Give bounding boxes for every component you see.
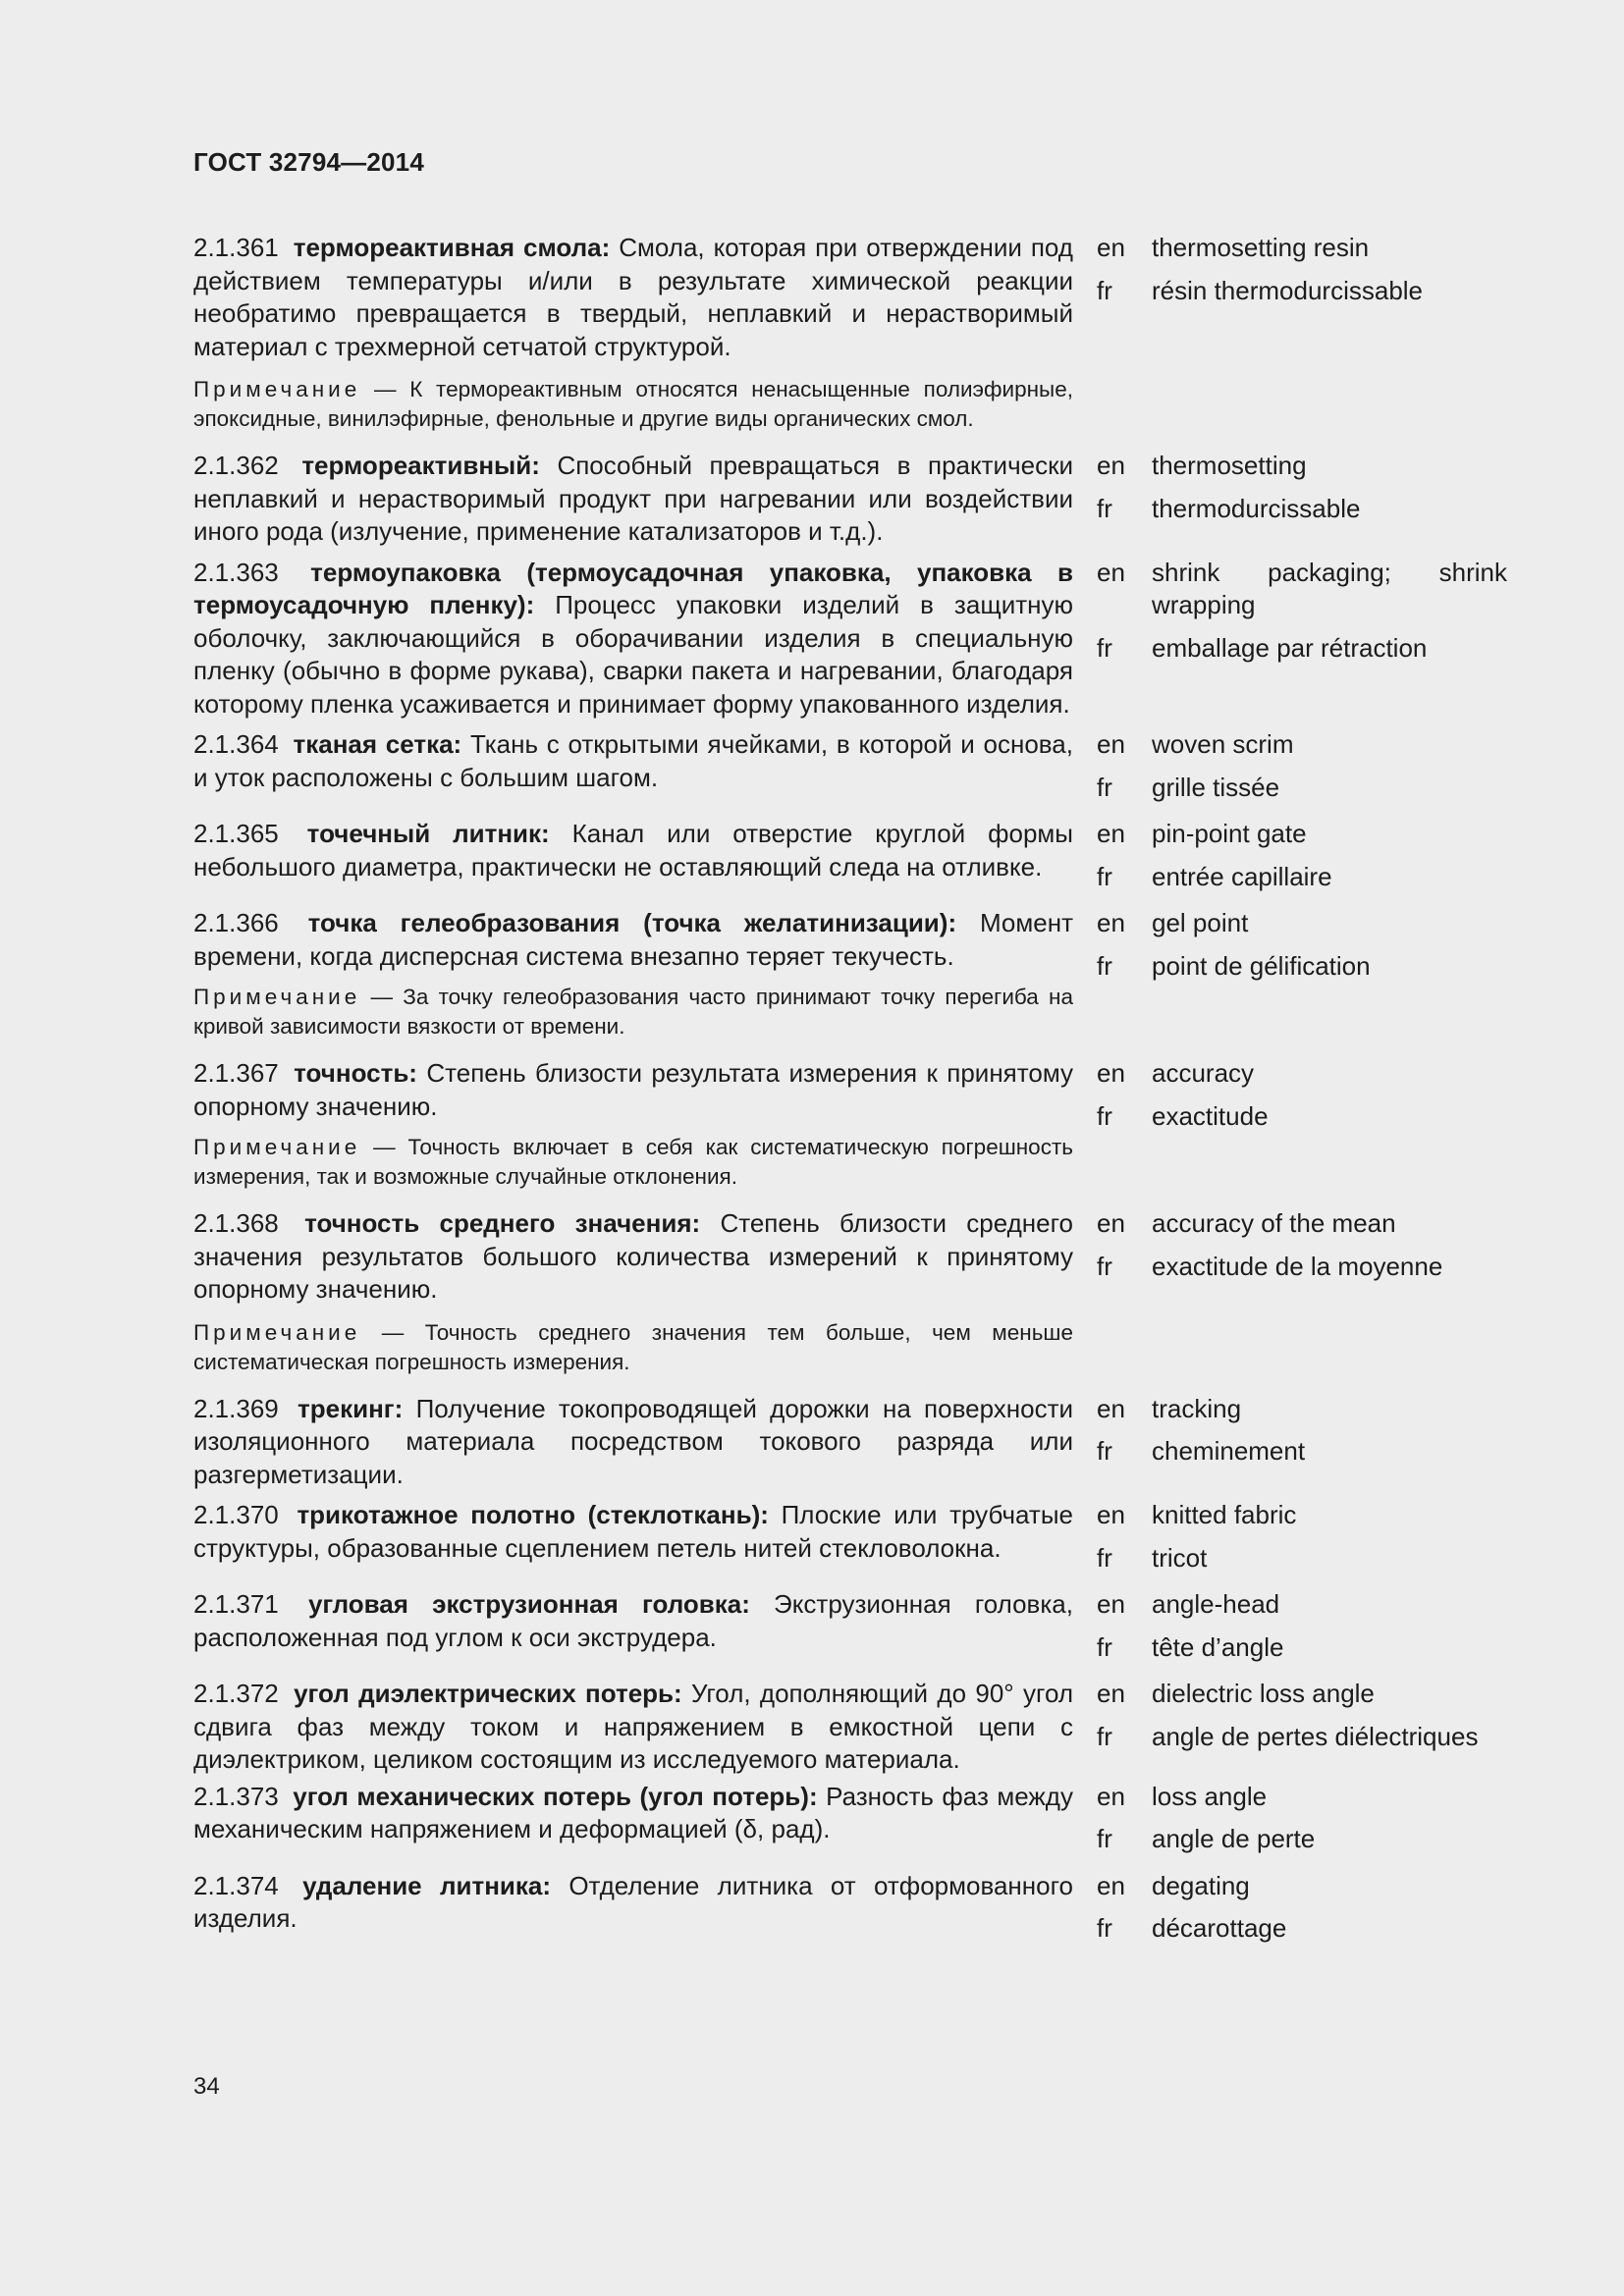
- entry-term: тканая сетка:: [293, 729, 462, 759]
- entry-term: угловая экструзионная головка:: [307, 1589, 750, 1619]
- glossary-entry: [193, 1393, 1507, 1492]
- lang-code: fr: [1097, 493, 1112, 523]
- entry-equivalents: [1097, 557, 1507, 721]
- glossary-entry: [193, 450, 1507, 549]
- equivalent-en: [1097, 1499, 1507, 1532]
- equivalent-fr: [1097, 1251, 1507, 1284]
- entry-equivalents: [1097, 1588, 1507, 1674]
- entry-text: Экструзионная головка, расположенная под углом к оси экструдера.: [193, 1589, 1073, 1652]
- lang-code: en: [1097, 908, 1125, 937]
- glossary-entry: [193, 1057, 1507, 1192]
- entry-definition: [193, 450, 1073, 549]
- document-header: ГОСТ 32794—2014: [193, 147, 424, 177]
- glossary-entry: [193, 818, 1507, 903]
- entry-definition: [193, 1499, 1073, 1584]
- entry-definition: [193, 1393, 1073, 1492]
- note-text: За точку гелеобразования часто принимают точку перегиба на кривой зависимости вязкости от времени.: [193, 985, 1073, 1039]
- entry-term: термореактивная смола:: [293, 233, 611, 262]
- entry-equivalents: [1097, 1781, 1507, 1866]
- entry-number: 2.1.373: [193, 1781, 279, 1811]
- entry-term: точка гелеобразования (точка желатинизации):: [307, 908, 957, 937]
- equivalent-en: [1097, 1781, 1507, 1814]
- entry-equivalents: [1097, 1057, 1507, 1192]
- equivalent-term: tracking: [1152, 1393, 1242, 1423]
- equivalent-en: [1097, 907, 1507, 940]
- equivalent-term: thermodurcissable: [1152, 493, 1361, 523]
- entry-text: Плоские или трубчатые структуры, образованные сцеплением петель нитей стекловолокна.: [193, 1500, 1073, 1563]
- equivalent-en: [1097, 1588, 1507, 1622]
- entry-text: Получение токопроводящей дорожки на поверхности изоляционного материала посредством токового разряда или разгерметизации.: [193, 1393, 1073, 1489]
- equivalent-term: emballage par rétraction: [1152, 632, 1428, 663]
- equivalent-term: exactitude de la moyenne: [1152, 1251, 1443, 1281]
- note-dash: —: [360, 985, 404, 1009]
- equivalent-term: accuracy of the mean: [1152, 1208, 1396, 1238]
- glossary-entry: [193, 907, 1507, 1041]
- lang-code: en: [1097, 1058, 1125, 1088]
- entry-equivalents: [1097, 1393, 1507, 1492]
- equivalent-term: grille tissée: [1152, 772, 1280, 802]
- entry-number: 2.1.364: [193, 729, 279, 759]
- lang-code: fr: [1097, 1251, 1112, 1281]
- entry-number: 2.1.363: [193, 557, 279, 587]
- entry-number: 2.1.361: [193, 233, 279, 262]
- entry-definition: [193, 1207, 1073, 1377]
- entry-equivalents: [1097, 1499, 1507, 1584]
- equivalent-term: gel point: [1152, 908, 1249, 937]
- lang-code: fr: [1097, 861, 1112, 891]
- equivalent-en: [1097, 557, 1507, 622]
- lang-code: en: [1097, 1679, 1125, 1708]
- entry-definition: [193, 728, 1073, 814]
- entry-text: Способный превращаться в практически неплавкий и нерастворимый продукт при нагревании или воздействии иного рода (излучение, применение катализаторов и т.д.).: [193, 451, 1073, 546]
- lang-code: en: [1097, 557, 1125, 587]
- equivalent-term: knitted fabric: [1152, 1500, 1297, 1529]
- entry-text: Ткань с открытыми ячейками, в которой и основа, и уток расположены с большим шагом.: [193, 729, 1073, 792]
- glossary-entry: [193, 1588, 1507, 1674]
- entry-term: трекинг:: [298, 1393, 404, 1423]
- lang-code: fr: [1097, 275, 1112, 305]
- note-dash: —: [360, 1319, 425, 1345]
- lang-code: en: [1097, 451, 1125, 480]
- note-label: Примечание: [193, 1135, 361, 1159]
- equivalent-term: point de gélification: [1152, 950, 1371, 981]
- entry-equivalents: [1097, 232, 1507, 434]
- entry-text: Процесс упаковки изделий в защитную оболочку, заключающийся в оборачивании изделия в специальную пленку (обычно в форме рукава), сварки пакета и нагревании, благодаря которому пленка усаживается и принимает форму упакованного изделия.: [193, 590, 1073, 719]
- note-label: Примечание: [193, 377, 361, 401]
- equivalent-term: angle de perte: [1152, 1824, 1316, 1853]
- equivalent-term: shrink packaging; shrink wrapping: [1152, 557, 1507, 619]
- lang-code: fr: [1097, 632, 1112, 663]
- equivalent-fr: [1097, 1823, 1507, 1856]
- equivalent-en: [1097, 1870, 1507, 1903]
- equivalent-en: [1097, 1393, 1507, 1426]
- page-number: 34: [193, 2073, 220, 2100]
- entry-text: Смола, которая при отверждении под действием температуры и/или в результате химической реакции необратимо превращается в твердый, неплавкий и нерастворимый материал с трехмерной сетчатой структурой.: [193, 233, 1073, 361]
- entry-term: термоупаковка (термоусадочная упаковка, упаковка в термоусадочную пленку):: [193, 557, 1073, 619]
- lang-code: en: [1097, 233, 1125, 262]
- note-text: Точность включает в себя как систематическую погрешность измерения, так и возможные случайные отклонения.: [193, 1135, 1073, 1189]
- glossary-entry: [193, 557, 1507, 721]
- glossary-entry: [193, 1499, 1507, 1584]
- entry-number: 2.1.366: [193, 908, 279, 937]
- entry-term: точность среднего значения:: [304, 1208, 701, 1238]
- entry-equivalents: [1097, 1870, 1507, 1955]
- entry-number: 2.1.372: [193, 1679, 279, 1708]
- equivalent-fr: [1097, 1721, 1507, 1754]
- equivalent-en: [1097, 450, 1507, 483]
- entry-equivalents: [1097, 907, 1507, 1041]
- entry-equivalents: [1097, 728, 1507, 814]
- equivalent-term: tricot: [1152, 1542, 1208, 1573]
- entry-text: Разность фаз между механическим напряжением и деформацией (δ, рад).: [193, 1781, 1073, 1843]
- entry-definition: [193, 557, 1073, 721]
- entry-term: термореактивный:: [301, 451, 540, 480]
- lang-code: en: [1097, 1208, 1125, 1238]
- equivalent-en: [1097, 1057, 1507, 1091]
- entry-text: Степень близости результата измерения к принятому опорному значению.: [193, 1058, 1074, 1121]
- equivalent-fr: [1097, 1100, 1507, 1134]
- entry-number: 2.1.369: [193, 1393, 279, 1423]
- equivalent-term: exactitude: [1152, 1100, 1269, 1131]
- equivalent-term: résin thermodurcissable: [1152, 275, 1424, 305]
- equivalent-fr: [1097, 1912, 1507, 1946]
- lang-code: fr: [1097, 1721, 1112, 1751]
- lang-code: fr: [1097, 1631, 1112, 1662]
- equivalent-en: [1097, 1678, 1507, 1711]
- entry-number: 2.1.374: [193, 1870, 279, 1900]
- lang-code: fr: [1097, 950, 1112, 981]
- equivalent-fr: [1097, 493, 1507, 526]
- equivalent-fr: [1097, 1542, 1507, 1575]
- entry-equivalents: [1097, 450, 1507, 549]
- entry-text: Момент времени, когда дисперсная система внезапно теряет текучесть.: [193, 908, 1073, 971]
- glossary-entry: [193, 1207, 1507, 1377]
- lang-code: fr: [1097, 1824, 1112, 1853]
- glossary-entry: [193, 1678, 1507, 1777]
- entry-note: [193, 1133, 1073, 1192]
- equivalent-fr: [1097, 1631, 1507, 1665]
- lang-code: fr: [1097, 1436, 1112, 1466]
- note-label: Примечание: [193, 985, 361, 1009]
- equivalent-en: [1097, 728, 1507, 762]
- equivalent-en: [1097, 1207, 1507, 1241]
- entry-term: угол диэлектрических потерь:: [294, 1679, 682, 1708]
- note-dash: —: [360, 1135, 408, 1159]
- lang-code: fr: [1097, 1100, 1112, 1131]
- note-text: Точность среднего значения тем больше, чем меньше систематическая погрешность измерения.: [193, 1319, 1073, 1374]
- lang-code: fr: [1097, 1913, 1112, 1943]
- equivalent-term: cheminement: [1152, 1436, 1306, 1466]
- entry-term: точность:: [294, 1058, 417, 1088]
- entry-number: 2.1.370: [193, 1500, 279, 1529]
- note-label: Примечание: [193, 1319, 361, 1345]
- equivalent-fr: [1097, 772, 1507, 805]
- equivalent-fr: [1097, 632, 1507, 666]
- entry-equivalents: [1097, 818, 1507, 903]
- equivalent-fr: [1097, 950, 1507, 984]
- equivalent-en: [1097, 818, 1507, 851]
- equivalent-fr: [1097, 1435, 1507, 1468]
- lang-code: fr: [1097, 1542, 1112, 1573]
- equivalent-term: dielectric loss angle: [1152, 1679, 1375, 1708]
- lang-code: en: [1097, 1500, 1125, 1529]
- equivalent-term: accuracy: [1152, 1058, 1255, 1088]
- entry-number: 2.1.368: [193, 1208, 279, 1238]
- glossary-entry: [193, 232, 1507, 434]
- entry-definition: [193, 1057, 1073, 1192]
- equivalent-term: degating: [1152, 1870, 1250, 1900]
- lang-code: en: [1097, 819, 1125, 848]
- entry-number: 2.1.371: [193, 1589, 279, 1619]
- lang-code: fr: [1097, 772, 1112, 802]
- entry-number: 2.1.367: [193, 1058, 279, 1088]
- entry-text: Отделение литника от отформованного изделия.: [193, 1870, 1073, 1933]
- note-text: К термореактивным относятся ненасыщенные полиэфирные, эпоксидные, винилэфирные, фенольные и другие виды органических смол.: [193, 377, 1073, 431]
- entry-term: угол механических потерь (угол потерь):: [293, 1781, 818, 1811]
- glossary: [193, 232, 1507, 1955]
- entry-definition: [193, 818, 1073, 903]
- lang-code: en: [1097, 1393, 1125, 1423]
- lang-code: en: [1097, 1870, 1125, 1900]
- entry-text: Канал или отверстие круглой формы небольшого диаметра, практически не оставляющий следа на отливке.: [193, 819, 1073, 881]
- entry-term: удаление литника:: [302, 1870, 552, 1900]
- equivalent-term: angle de pertes diélectriques: [1152, 1721, 1479, 1751]
- equivalent-term: thermosetting resin: [1152, 233, 1370, 262]
- entry-definition: [193, 907, 1073, 1041]
- entry-number: 2.1.362: [193, 451, 279, 480]
- equivalent-term: pin-point gate: [1152, 819, 1307, 848]
- equivalent-fr: [1097, 861, 1507, 894]
- equivalent-en: [1097, 232, 1507, 265]
- glossary-entry: [193, 1781, 1507, 1866]
- equivalent-term: entrée capillaire: [1152, 861, 1332, 891]
- entry-note: [193, 1318, 1073, 1377]
- entry-text: Степень близости среднего значения результатов большого количества измерений к принятому опорному значению.: [193, 1208, 1073, 1304]
- entry-definition: [193, 232, 1073, 434]
- entry-note: [193, 375, 1073, 434]
- equivalent-term: thermosetting: [1152, 451, 1307, 480]
- lang-code: en: [1097, 1781, 1125, 1811]
- entry-definition: [193, 1781, 1073, 1866]
- entry-definition: [193, 1870, 1073, 1955]
- entry-term: точечный литник:: [306, 819, 550, 848]
- entry-definition: [193, 1678, 1073, 1777]
- equivalent-fr: [1097, 275, 1507, 308]
- entry-definition: [193, 1588, 1073, 1674]
- glossary-entry: [193, 1870, 1507, 1955]
- entry-equivalents: [1097, 1207, 1507, 1377]
- entry-text: Угол, дополняющий до 90° угол сдвига фаз между током и напряжением в емкостной цепи с диэлектриком, целиком состоящим из исследуемого материала.: [193, 1679, 1073, 1774]
- entry-equivalents: [1097, 1678, 1507, 1777]
- entry-note: [193, 983, 1073, 1041]
- note-dash: —: [360, 377, 410, 401]
- equivalent-term: angle-head: [1152, 1589, 1280, 1619]
- equivalent-term: woven scrim: [1152, 729, 1294, 759]
- equivalent-term: loss angle: [1152, 1781, 1268, 1811]
- glossary-entry: [193, 728, 1507, 814]
- equivalent-term: décarottage: [1152, 1913, 1287, 1943]
- lang-code: en: [1097, 1589, 1125, 1619]
- entry-number: 2.1.365: [193, 819, 279, 848]
- entry-term: трикотажное полотно (стеклоткань):: [297, 1500, 769, 1529]
- equivalent-term: tête d’angle: [1152, 1631, 1284, 1662]
- lang-code: en: [1097, 729, 1125, 759]
